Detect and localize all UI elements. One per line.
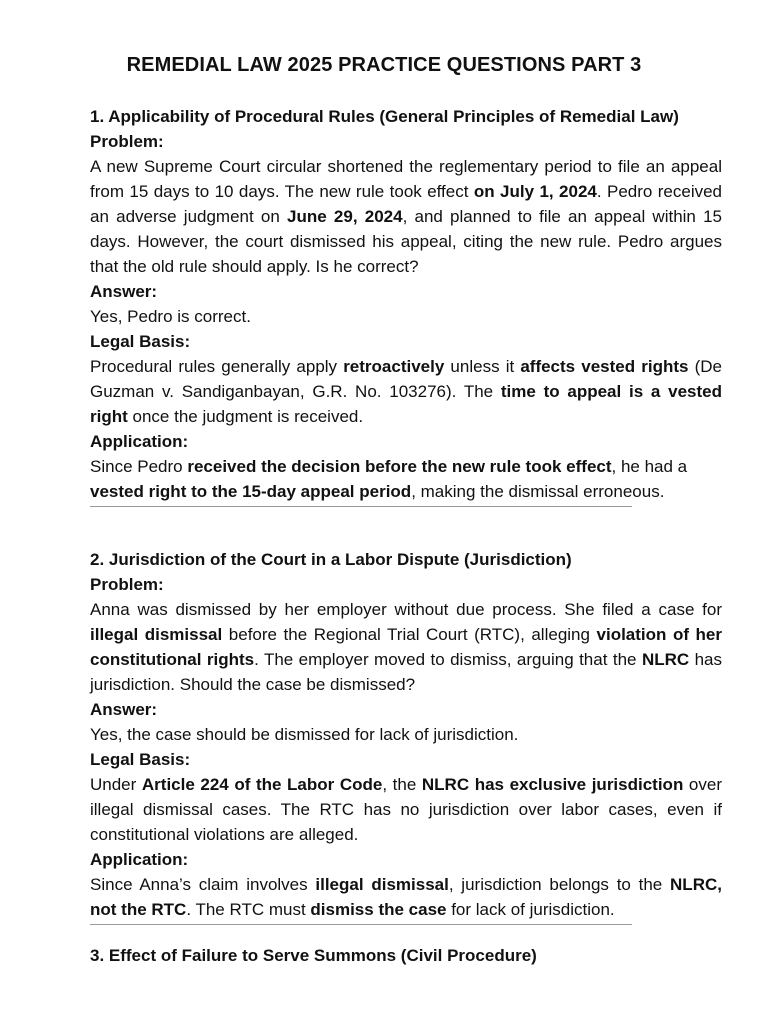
- question-1: [90, 104, 722, 507]
- problem-text: A new Supreme Court circular shortened the reglementary period to file an appeal from 15 days to 10 days. The new rule took effect on July 1, 2024. Pedro received an adverse judgment on June 29, 2024, and planned to file an appeal within 15 days. However, the court dismissed his appeal, citing the new rule. Pedro argues that the old rule should apply. Is he correct?: [90, 157, 723, 276]
- answer-label: Answer:: [90, 282, 158, 301]
- page-title: REMEDIAL LAW 2025 PRACTICE QUESTIONS PART 3: [126, 54, 642, 76]
- answer-text: Yes, Pedro is correct.: [90, 307, 251, 326]
- question-heading: 3. Effect of Failure to Serve Summons (Civil Procedure): [90, 946, 537, 965]
- section-divider: [90, 924, 632, 925]
- answer-text: Yes, the case should be dismissed for lack of jurisdiction.: [90, 725, 519, 744]
- legal-basis-label: Legal Basis:: [90, 332, 191, 351]
- legal-basis-label: Legal Basis:: [90, 750, 191, 769]
- question-heading: 1. Applicability of Procedural Rules (General Principles of Remedial Law): [90, 107, 679, 126]
- application-text: Since Anna’s claim involves illegal dismissal, jurisdiction belongs to the NLRC, not the RTC. The RTC must dismiss the case for lack of jurisdiction.: [90, 875, 722, 919]
- legal-basis-text: Procedural rules generally apply retroactively unless it affects vested rights (De Guzman v. Sandiganbayan, G.R. No. 103276). The time to appeal is a vested right once the judgment is received.: [90, 357, 722, 426]
- application-label: Application:: [90, 432, 189, 451]
- question-2: [90, 547, 722, 925]
- problem-text: Anna was dismissed by her employer without due process. She filed a case for illegal dismissal before the Regional Trial Court (RTC), alleging violation of her constitutional rights. The employer moved to dismiss, arguing that the NLRC has jurisdiction. Should the case be dismissed?: [90, 600, 722, 694]
- question-heading: 2. Jurisdiction of the Court in a Labor Dispute (Jurisdiction): [90, 550, 572, 569]
- section-divider: [90, 506, 632, 507]
- answer-label: Answer:: [90, 700, 158, 719]
- question-3: [90, 943, 722, 968]
- problem-label: Problem:: [90, 132, 164, 151]
- application-text: Since Pedro received the decision before the new rule took effect, he had a vested right to the 15-day appeal period, making the dismissal erroneous.: [90, 457, 688, 501]
- application-label: Application:: [90, 850, 189, 869]
- legal-basis-text: Under Article 224 of the Labor Code, the NLRC has exclusive jurisdiction over illegal dismissal cases. The RTC has no jurisdiction over labor cases, even if constitutional violations are alleged.: [90, 775, 722, 844]
- problem-label: Problem:: [90, 575, 164, 594]
